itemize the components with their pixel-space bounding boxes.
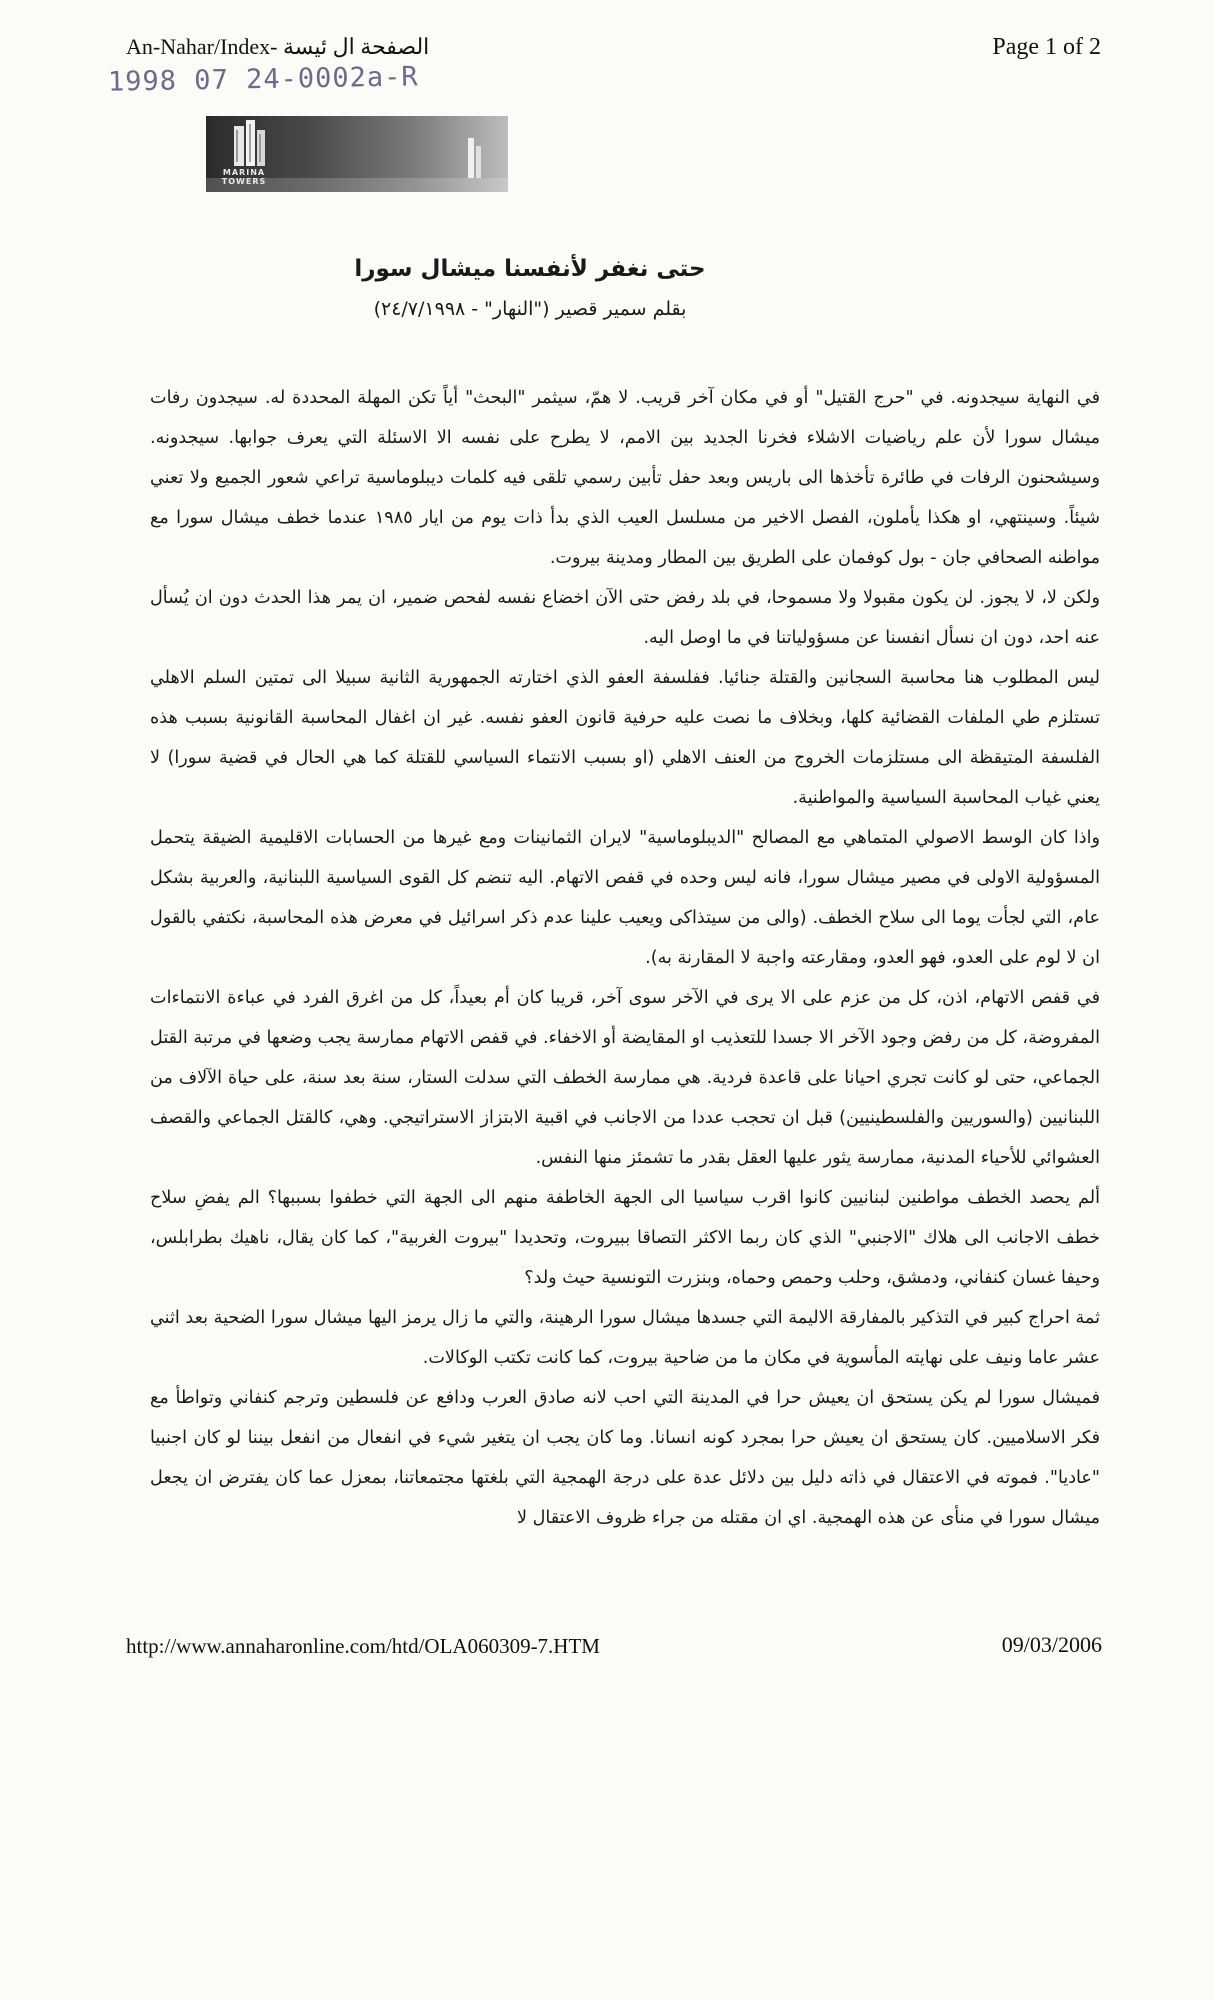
article-paragraph: ألم يحصد الخطف مواطنين لبنانيين كانوا اقرب سياسيا الى الجهة الخاطفة منهم الى الجهة التي خطفوا بسببها؟ الم يفضِ سلاح خطف الاجانب الى هلاك "الاجنبي" الذي كان ربما الاكثر التصاقا ببيروت، وتحديدا "بيروت الغربية"، كما كان يقال، ناهيك بطرابلس، وحيفا غسان كنفاني، ودمشق، وحلب وحمص وحماه، وبنزرت التونسية حيث ولد؟ (150, 1188, 1100, 1288)
advertisement-banner[interactable] (206, 116, 508, 192)
banner-logo-text: MARINA TOWERS (221, 168, 267, 186)
article-paragraph: واذا كان الوسط الاصولي المتماهي مع المصالح "الديبلوماسية" لايران الثمانينات ومع غيرها من الحسابات الاقليمية الضيقة يتحمل المسؤولية الاولى في مصير ميشال سورا، فانه ليس وحده في قفص الاتهام. اليه تنضم كل القوى السياسية اللبنانية، والعربية بشكل عام، التي لجأت يوما الى سلاح الخطف. (والى من سيتذاكى ويعيب علينا عدم ذكر اسرائيل في معرض هذه المحاسبة، نكتفي بالقول ان لا لوم على العدو، فهو العدو، ومقارعته واجبة لا المقارنة به). (150, 828, 1100, 968)
footer-date: 09/03/2006 (1001, 1632, 1102, 1657)
header-source: An-Nahar/Index- الصفحة ال ئيسة (126, 34, 430, 59)
article-body (150, 378, 1100, 1538)
article-paragraph: ثمة احراج كبير في التذكير بالمفارقة الاليمة التي جسدها ميشال سورا الرهينة، والتي ما زال يرمز اليها ميشال سورا الضحية بعد اثني عشر عاما ونيف على نهايته المأسوية في مكان ما من ضاحية بيروت، كما كانت تكتب الوكالات. (150, 1308, 1100, 1368)
article-title: حتى نغفر لأنفسنا ميشال سورا (354, 256, 706, 282)
article-paragraph: في قفص الاتهام، اذن، كل من عزم على الا يرى في الآخر سوى آخر، قريبا كان أم بعيداً، كل من اغرق الفرد في عباءة الانتماءات المفروضة، كل من رفض وجود الآخر الا جسدا للتعذيب او المقايضة أو الاخفاء. في قفص الاتهام ممارسة يجب وضعها في مرتبة القتل الجماعي، حتى لو كانت تجري احيانا على قاعدة فردية. هي ممارسة الخطف التي سدلت الستار، سنة بعد سنة، على حياة الآلاف من اللبنانيين (والسوريين والفلسطينيين) قبل ان تحجب عددا من الاجانب في اقبية الابتزاز الاستراتيجي. وهي، كالقتل الجماعي والقصف العشوائي للأحياء المدنية، ممارسة يثور عليها العقل بقدر ما تشمئز منها النفس. (150, 988, 1100, 1168)
footer-url[interactable]: http://www.annaharonline.com/htd/OLA060309-7.HTM (126, 1634, 600, 1658)
article-paragraph: فميشال سورا لم يكن يستحق ان يعيش حرا في المدينة التي احب لانه صادق العرب ودافع عن فلسطين وترجم كنفاني وتواطأ مع فكر الاسلاميين. كان يستحق ان يعيش حرا بمجرد كونه انسانا. وما كان يجب ان يتغير شيء في انفعال من انفعل بيننا لو كان اجنبيا "عاديا". فموته في الاعتقال في ذاته دليل بين دلائل عدة على درجة الهمجية التي بلغتها مجتمعاتنا، بمعزل عما كان يفترض ان يجعل ميشال سورا في منأى عن هذه الهمجية. اي ان مقتله من جراء ظروف الاعتقال لا (150, 1388, 1100, 1528)
article-byline: بقلم سمير قصير ("النهار" - ٢٤/٧/١٩٩٨) (373, 298, 687, 320)
article-paragraph: في النهاية سيجدونه. في "حرج القتيل" أو في مكان آخر قريب. لا همّ، سيثمر "البحث" أياً تكن المهلة المحددة له. سيجدون رفات ميشال سورا لأن علم رياضيات الاشلاء فخرنا الجديد بين الامم، لا يطرح على نفسه الا الاسئلة التي يعرف جوابها. سيجدونه. وسيشحنون الرفات في طائرة تأخذها الى باريس وبعد حفل تأبين رسمي تلقى فيه كلمات ديبلوماسية تراعي شعور الجميع ولا تعني شيئاً. وسينتهي، او هكذا يأملون، الفصل الاخير من مسلسل العيب الذي بدأ ذات يوم من ايار ١٩٨٥ عندما خطف ميشال سورا مع مواطنه الصحافي جان - بول كوفمان على الطريق بين المطار ومدينة بيروت. (150, 388, 1100, 568)
handwritten-reference: 1998 07 24-0002a-R (107, 61, 419, 98)
article-paragraph: ليس المطلوب هنا محاسبة السجانين والقتلة جنائيا. ففلسفة العفو الذي اختارته الجمهورية الثانية سبيلا الى تمتين السلم الاهلي تستلزم طي الملفات القضائية كلها، وبخلاف ما نصت عليه حرفية قانون العفو نفسه. غير ان اغفال المحاسبة القانونية بسبب هذه الفلسفة المتيقظة الى مستلزمات الخروج من العنف الاهلي (او بسبب الانتماء السياسي للقتلة كما هي الحال في قضية سورا) لا يعني غياب المحاسبة السياسية والمواطنية. (150, 668, 1100, 808)
article-paragraph: ولكن لا، لا يجوز. لن يكون مقبولا ولا مسموحا، في بلد رفض حتى الآن اخضاع نفسه لفحص ضمير، ان يمر هذا الحدث دون ان يُسأل عنه احد، دون ان نسأل انفسنا عن مسؤولياتنا في ما اوصل اليه. (150, 588, 1100, 648)
page-indicator: Page 1 of 2 (992, 34, 1101, 60)
